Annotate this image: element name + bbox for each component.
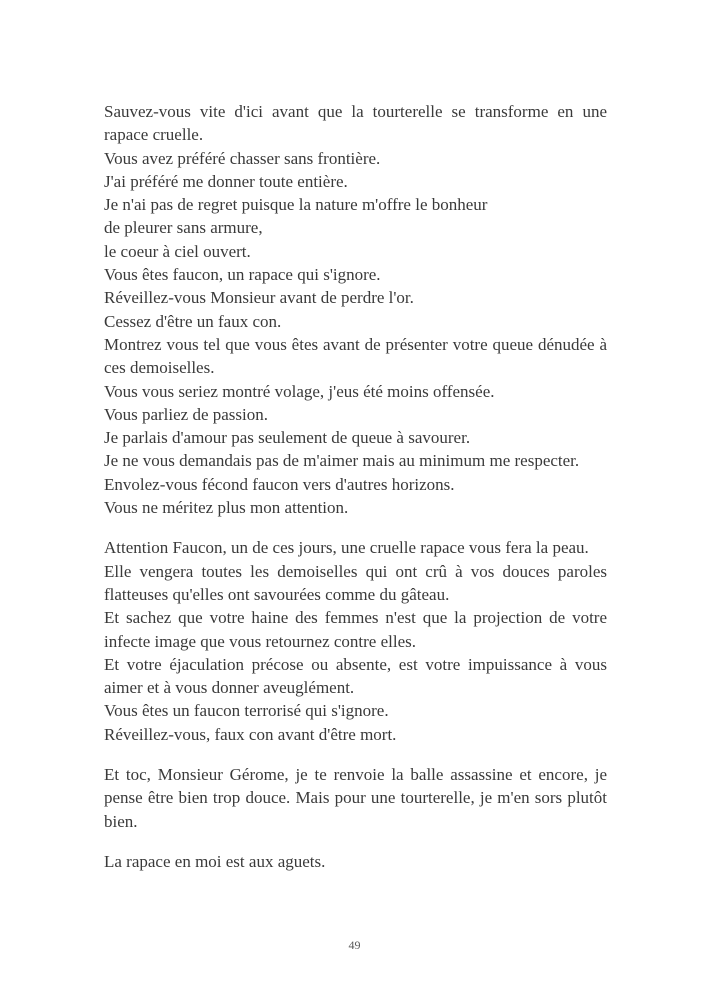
text-line: Je n'ai pas de regret puisque la nature m'offre le bonheur	[104, 195, 488, 215]
text-line: Vous vous seriez montré volage, j'eus été moins offensée.	[104, 381, 495, 401]
text-line: Vous êtes faucon, un rapace qui s'ignore.	[104, 265, 381, 285]
text-line: Vous êtes un faucon terrorisé qui s'ignore.	[104, 701, 389, 721]
text-line: le coeur à ciel ouvert.	[104, 241, 251, 261]
text-line: Et toc, Monsieur Gérome, je te renvoie la balle assassine et encore, je pense être bien trop douce. Mais pour une tourterelle, je m'en sors plutôt bien.	[104, 765, 607, 831]
text-line: J'ai préféré me donner toute entière.	[104, 171, 348, 191]
text-line: Attention Faucon, un de ces jours, une cruelle rapace vous fera la peau.	[104, 538, 589, 558]
text-line: Cessez d'être un faux con.	[104, 311, 282, 331]
page-footer	[0, 938, 709, 953]
text-line: Réveillez-vous Monsieur avant de perdre l'or.	[104, 288, 414, 308]
paragraph-block-4	[104, 850, 607, 873]
text-line: La rapace en moi est aux aguets.	[104, 851, 326, 871]
text-line: Vous parliez de passion.	[104, 404, 268, 424]
page-number: 49	[348, 938, 361, 952]
page-body	[104, 100, 607, 873]
text-line: de pleurer sans armure,	[104, 218, 263, 238]
text-line: Réveillez-vous, faux con avant d'être mort.	[104, 724, 397, 744]
text-line: Montrez vous tel que vous êtes avant de présenter votre queue dénudée à ces demoiselles.	[104, 334, 607, 378]
text-line: Je parlais d'amour pas seulement de queue à savourer.	[104, 428, 471, 448]
text-line: Je ne vous demandais pas de m'aimer mais au minimum me respecter.	[104, 451, 580, 471]
text-line: Vous avez préféré chasser sans frontière.	[104, 148, 381, 168]
paragraph-block-3	[104, 763, 607, 833]
paragraph-block-1	[104, 100, 607, 519]
text-line: Vous ne méritez plus mon attention.	[104, 498, 349, 518]
paragraph-block-2	[104, 536, 607, 746]
text-line: Sauvez-vous vite d'ici avant que la tourterelle se transforme en une rapace cruelle.	[104, 102, 607, 145]
text-line: Et sachez que votre haine des femmes n'est que la projection de votre infecte image que vous retournez contre elles.	[104, 608, 607, 651]
text-line: Elle vengera toutes les demoiselles qui ont crû à vos douces paroles flatteuses qu'elles ont savourées comme du gâteau.	[104, 561, 607, 604]
text-line: Envolez-vous fécond faucon vers d'autres horizons.	[104, 474, 455, 494]
text-line: Et votre éjaculation précose ou absente, est votre impuissance à vous aimer et à vous donner aveuglément.	[104, 654, 607, 698]
